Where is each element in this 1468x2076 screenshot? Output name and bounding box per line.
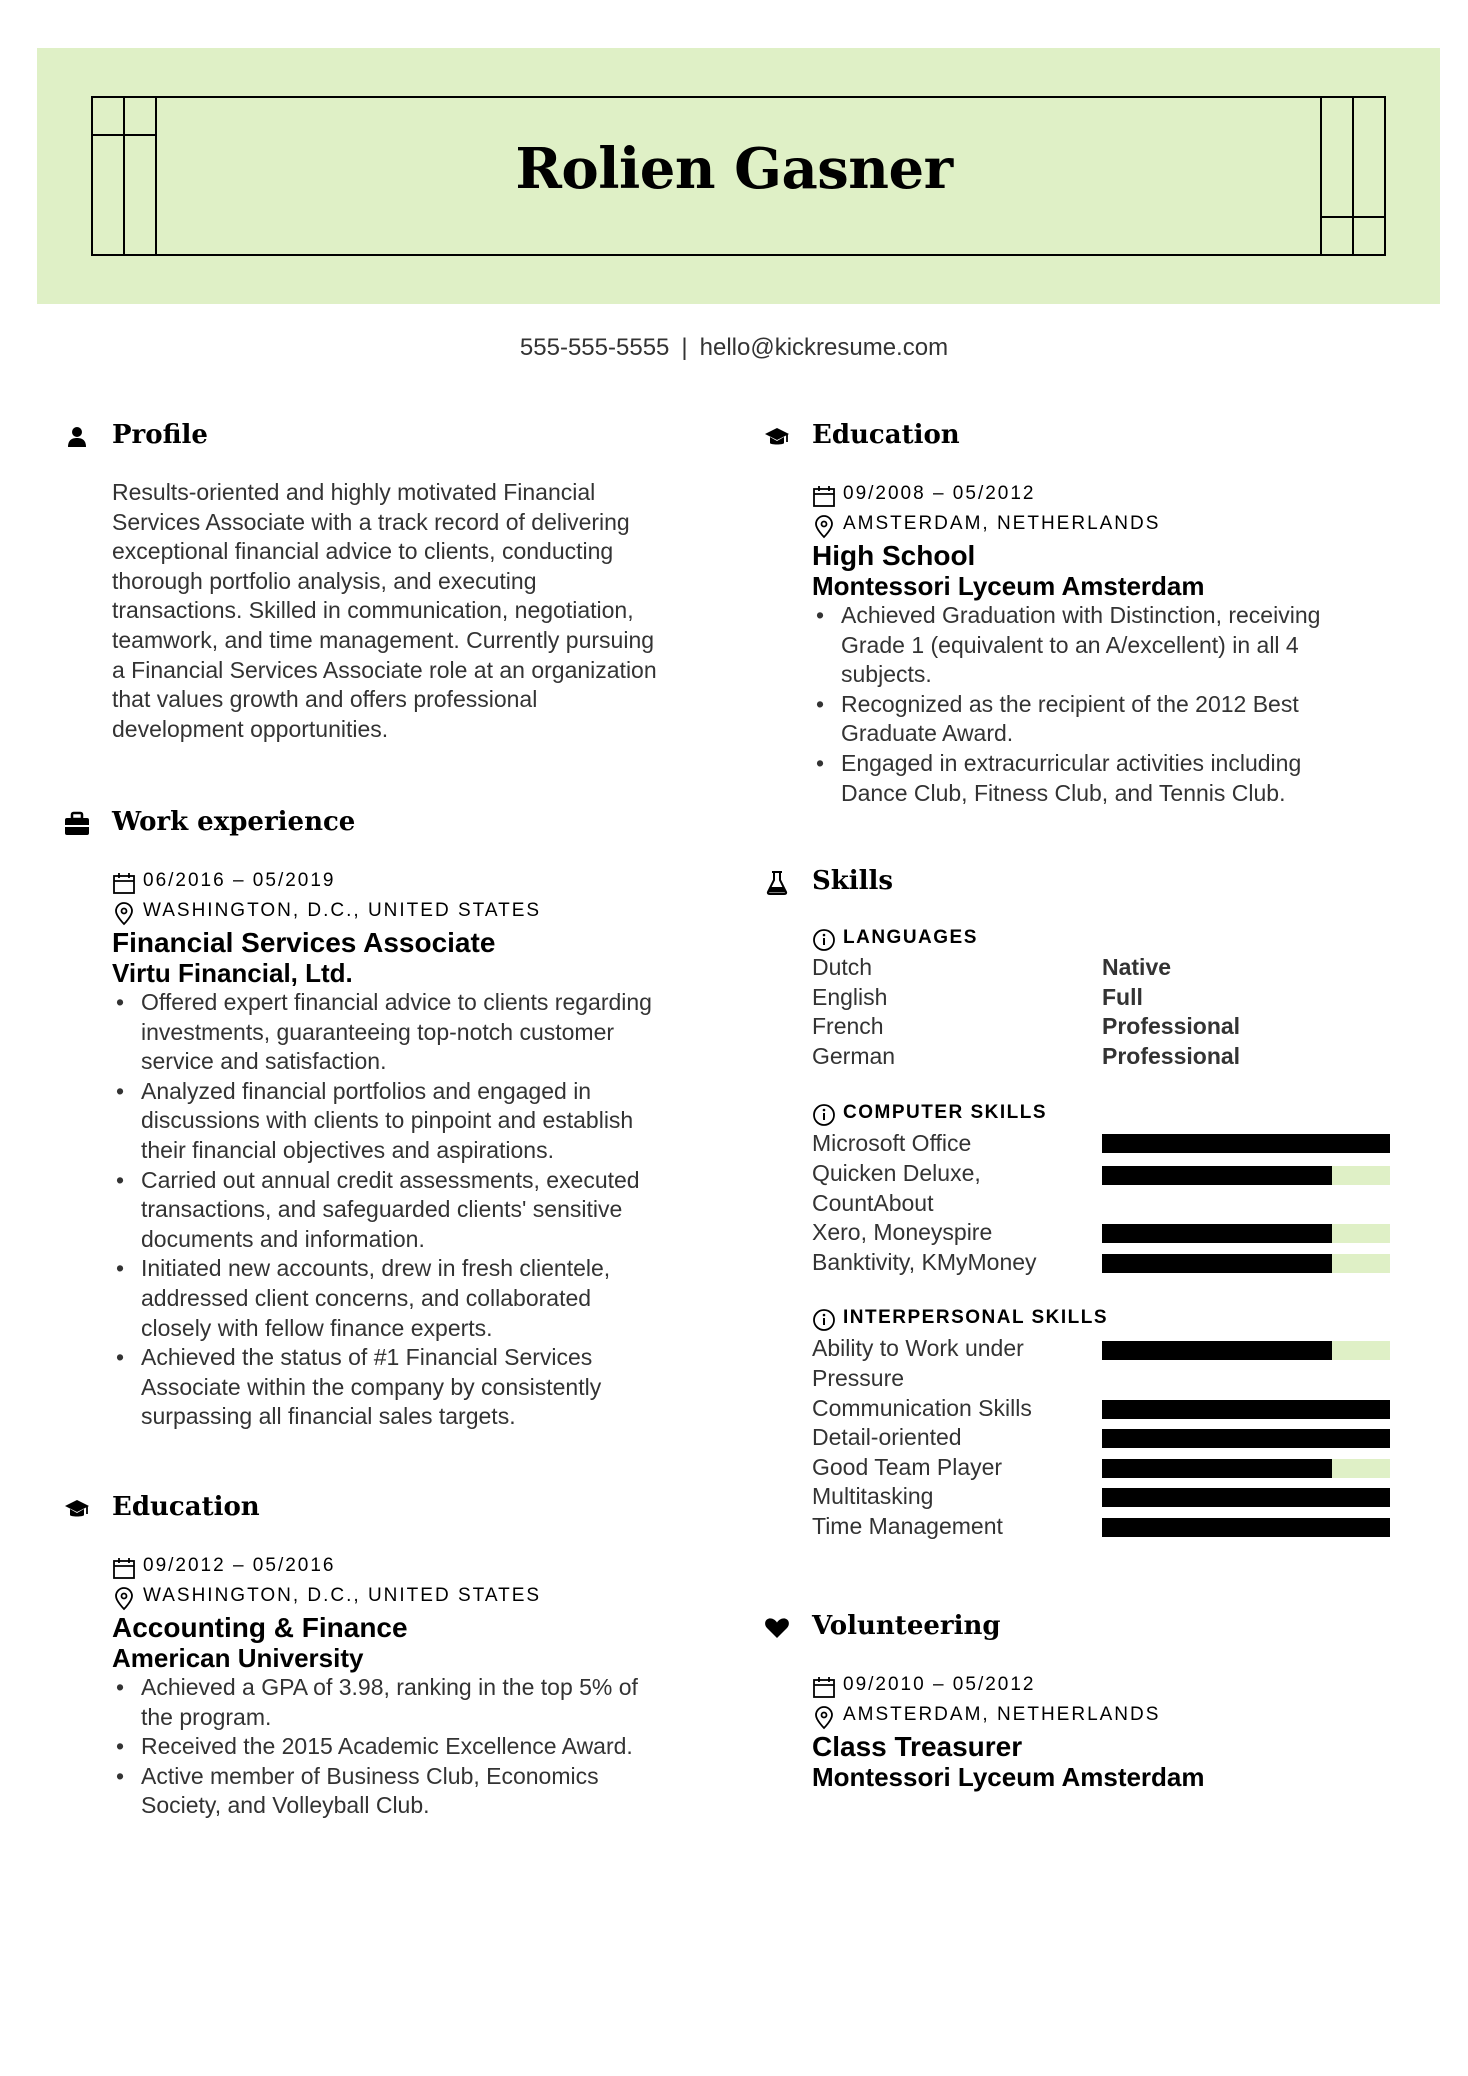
list-item: • Offered expert financial advice to clients regarding investments, guaranteeing top-notch customer service and satisfaction. xyxy=(112,988,704,1077)
skill-level-bar xyxy=(1102,1459,1390,1478)
heart-icon xyxy=(764,1615,790,1641)
profile-section xyxy=(64,418,704,744)
school-name: Montessori Lyceum Amsterdam xyxy=(812,571,1205,601)
location: WASHINGTON, D.C., UNITED STATES xyxy=(112,1583,704,1613)
skill-level-bar xyxy=(1102,1400,1390,1419)
flask-icon xyxy=(764,870,790,896)
graduation-cap-icon xyxy=(764,424,790,450)
education-entry xyxy=(812,481,1404,808)
skill-level-bar xyxy=(1102,1518,1390,1537)
volunteering-section xyxy=(764,1609,1404,1792)
list-item: • Engaged in extracurricular activities including Dance Club, Fitness Club, and Tennis Club. xyxy=(812,749,1404,808)
calendar-icon xyxy=(812,485,836,509)
organization-name: Montessori Lyceum Amsterdam xyxy=(812,1762,1205,1792)
skills-section xyxy=(764,864,1404,1542)
date-range: 06/2016 – 05/2019 xyxy=(112,868,704,898)
education-header xyxy=(64,1490,704,1526)
section-title: Education xyxy=(112,1492,260,1522)
language-row: Dutch Native xyxy=(812,954,1172,980)
skill-level-bar xyxy=(1102,1488,1390,1507)
date-range: 09/2012 – 05/2016 xyxy=(112,1553,704,1583)
calendar-icon xyxy=(812,1676,836,1700)
interpersonal-skills-list xyxy=(812,1334,1404,1541)
candidate-name: Rolien Gasner xyxy=(515,136,953,202)
skill-row: Good Team Player xyxy=(812,1453,1404,1483)
work-bullets xyxy=(112,988,704,1432)
skill-level-bar xyxy=(1102,1429,1390,1448)
skill-row: Detail-oriented xyxy=(812,1423,1404,1453)
contact-separator: | xyxy=(681,334,688,361)
location: WASHINGTON, D.C., UNITED STATES xyxy=(112,898,704,928)
computer-skills-subheading: COMPUTER SKILLS xyxy=(812,1099,1404,1129)
profile-header xyxy=(64,418,704,454)
skill-row: Communication Skills xyxy=(812,1394,1404,1424)
skill-row: Microsoft Office xyxy=(812,1129,1404,1159)
skill-level-bar xyxy=(1102,1254,1390,1273)
contact-line xyxy=(0,334,1468,362)
list-item: • Achieved a GPA of 3.98, ranking in the top 5% of the program. xyxy=(112,1673,704,1732)
profile-summary: Results-oriented and highly motivated Financial Services Associate with a track record of delivering exceptional financial advice to clients, conducting thorough portfolio analysis, and executing transactions. Skilled in communication, negotiation, teamwork, and time management. Currently pursuing a Financial Services Associate role at an organization that values growth and offers professional development opportunities. xyxy=(112,479,657,742)
language-row: German Professional xyxy=(812,1042,1241,1069)
list-item: • Initiated new accounts, drew in fresh clientele, addressed client concerns, and collaborated closely with fellow finance experts. xyxy=(112,1254,704,1343)
skill-row: Time Management xyxy=(812,1512,1404,1542)
skill-level-bar xyxy=(1102,1166,1390,1185)
skill-row: Quicken Deluxe, CountAbout xyxy=(812,1159,1404,1218)
location: AMSTERDAM, NETHERLANDS xyxy=(812,1702,1404,1732)
date-range: 09/2010 – 05/2012 xyxy=(812,1672,1404,1702)
skills-header xyxy=(764,864,1404,900)
location-pin-icon xyxy=(112,1587,136,1611)
skill-level-bar xyxy=(1102,1224,1390,1243)
education-section-left xyxy=(64,1490,704,1821)
location-pin-icon xyxy=(812,515,836,539)
list-item: • Carried out annual credit assessments, executed transactions, and safeguarded clients' sensitive documents and information. xyxy=(112,1166,704,1255)
location-pin-icon xyxy=(812,1706,836,1730)
job-title: Financial Services Associate xyxy=(112,927,496,958)
skill-row: Ability to Work under Pressure xyxy=(812,1334,1404,1393)
interpersonal-skills-subheading: INTERPERSONAL SKILLS xyxy=(812,1304,1404,1334)
date-range: 09/2008 – 05/2012 xyxy=(812,481,1404,511)
language-row: French Professional xyxy=(812,1013,1241,1040)
list-item: • Achieved the status of #1 Financial Services Associate within the company by consistently surpassing all financial sales targets. xyxy=(112,1343,704,1432)
info-icon xyxy=(812,1308,836,1332)
phone: 555-555-5555 xyxy=(519,334,670,361)
person-icon xyxy=(64,424,90,450)
section-title: Skills xyxy=(812,866,894,896)
email: hello@kickresume.com xyxy=(699,334,949,361)
degree: High School xyxy=(812,540,976,571)
list-item: • Achieved Graduation with Distinction, receiving Grade 1 (equivalent to an A/excellent) in all 4 subjects. xyxy=(812,601,1404,690)
skill-row: Multitasking xyxy=(812,1482,1404,1512)
graduation-cap-icon xyxy=(64,1496,90,1522)
skills-body xyxy=(812,924,1404,1542)
list-item: • Received the 2015 Academic Excellence Award. xyxy=(112,1732,704,1762)
work-header xyxy=(64,805,704,841)
list-item: • Recognized as the recipient of the 2012 Best Graduate Award. xyxy=(812,690,1404,749)
location-pin-icon xyxy=(112,902,136,926)
education-bullets xyxy=(812,601,1404,808)
list-item: • Analyzed financial portfolios and engaged in discussions with clients to pinpoint and establish their financial objectives and aspirations. xyxy=(112,1077,704,1166)
work-entry xyxy=(112,868,704,1432)
education-header xyxy=(764,418,1404,454)
education-bullets xyxy=(112,1673,704,1821)
calendar-icon xyxy=(112,872,136,896)
school-name: American University xyxy=(112,1643,364,1673)
section-title: Education xyxy=(812,420,960,450)
skill-level-bar xyxy=(1102,1341,1390,1360)
volunteering-entry xyxy=(812,1672,1404,1792)
computer-skills-list xyxy=(812,1129,1404,1277)
briefcase-icon xyxy=(64,811,90,837)
info-icon xyxy=(812,1103,836,1127)
skill-row: Xero, Moneyspire xyxy=(812,1218,1404,1248)
info-icon xyxy=(812,928,836,952)
volunteering-header xyxy=(764,1609,1404,1645)
section-title: Volunteering xyxy=(812,1611,1001,1641)
languages-list xyxy=(812,954,1404,1072)
education-entry xyxy=(112,1553,704,1821)
section-title: Work experience xyxy=(112,807,356,837)
skill-level-bar xyxy=(1102,1134,1390,1153)
company-name: Virtu Financial, Ltd. xyxy=(112,958,353,988)
degree: Accounting & Finance xyxy=(112,1612,408,1643)
education-section-right xyxy=(764,418,1404,808)
section-title: Profile xyxy=(112,420,208,450)
language-row: English Full xyxy=(812,983,1143,1010)
languages-subheading: LANGUAGES xyxy=(812,924,1404,954)
volunteer-role: Class Treasurer xyxy=(812,1731,1023,1762)
calendar-icon xyxy=(112,1557,136,1581)
work-section xyxy=(64,805,704,1432)
location: AMSTERDAM, NETHERLANDS xyxy=(812,511,1404,541)
list-item: • Active member of Business Club, Economics Society, and Volleyball Club. xyxy=(112,1762,704,1821)
skill-row: Banktivity, KMyMoney xyxy=(812,1248,1404,1278)
